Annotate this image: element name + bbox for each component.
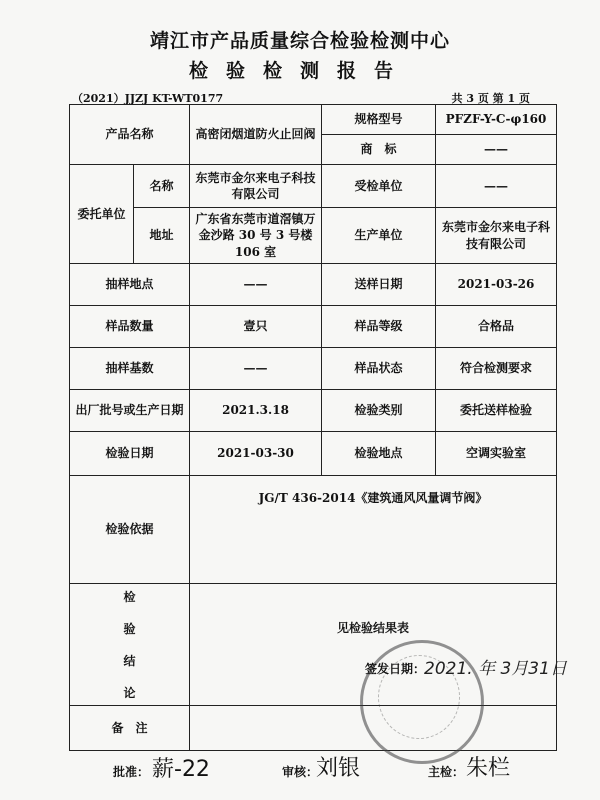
- delivery-date-label: 送样日期: [322, 264, 436, 306]
- batch-value: 2021.3.18: [190, 390, 322, 432]
- model-value: PFZF-Y-C-φ160: [436, 105, 557, 135]
- conclusion-label: [70, 584, 190, 706]
- delivery-date-value: 2021-03-26: [436, 264, 557, 306]
- report-number: （2021）JJZJ KT-WT0177: [72, 92, 224, 105]
- conclusion-char: 结: [123, 653, 136, 668]
- category-value: 委托送样检验: [436, 390, 557, 432]
- sign-date-label: 签发日期：: [365, 662, 426, 676]
- product-name-value: 高密闭烟道防火止回阀: [190, 105, 322, 165]
- conclusion-char: 验: [123, 621, 136, 636]
- model-label: 规格型号: [322, 105, 436, 135]
- grade-label: 样品等级: [322, 306, 436, 348]
- main-label: 主检：: [428, 765, 465, 779]
- client-name-value: 东莞市金尔来电子科技有限公司: [190, 165, 322, 208]
- conclusion-value: 见检验结果表: [190, 584, 557, 706]
- test-date-value: 2021-03-30: [190, 432, 322, 476]
- base-label: 抽样基数: [70, 348, 190, 390]
- sample-place-value: ——: [190, 264, 322, 306]
- client-addr-value: 广东省东莞市道滘镇万金沙路 30 号 3 号楼 106 室: [190, 208, 322, 264]
- test-place-label: 检验地点: [322, 432, 436, 476]
- state-value: 符合检测要求: [436, 348, 557, 390]
- base-value: ——: [190, 348, 322, 390]
- product-name-label: 产品名称: [70, 105, 190, 165]
- producer-label: 生产单位: [322, 208, 436, 264]
- qty-value: 壹只: [190, 306, 322, 348]
- org-name: 靖江市产品质量综合检验检测中心: [149, 30, 450, 52]
- producer-value: 东莞市金尔来电子科技有限公司: [436, 208, 557, 264]
- inspected-unit-value: ——: [436, 165, 557, 208]
- approve-label: 批准：: [113, 765, 150, 779]
- grade-value: 合格品: [436, 306, 557, 348]
- review-label: 审核：: [282, 765, 319, 779]
- client-addr-label: 地址: [134, 208, 190, 264]
- brand-label: 商 标: [322, 135, 436, 165]
- batch-label: 出厂批号或生产日期: [70, 390, 190, 432]
- page-info: 共 3 页 第 1 页: [451, 92, 530, 105]
- test-place-value: 空调实验室: [436, 432, 557, 476]
- review-signature: 刘银: [316, 756, 361, 781]
- client-name-label: 名称: [134, 165, 190, 208]
- conclusion-char: 检: [123, 589, 136, 604]
- conclusion-char: 论: [123, 685, 136, 700]
- client-label: 委托单位: [70, 165, 134, 264]
- approve-signature: 薪-22: [152, 757, 210, 782]
- qty-label: 样品数量: [70, 306, 190, 348]
- test-date-label: 检验日期: [70, 432, 190, 476]
- basis-value: JG/T 436-2014《建筑通风风量调节阀》: [190, 476, 557, 584]
- state-label: 样品状态: [322, 348, 436, 390]
- main-signature: 朱栏: [466, 756, 511, 781]
- category-label: 检验类别: [322, 390, 436, 432]
- sign-date-handwritten: 2021. 年 3月31日: [424, 659, 567, 679]
- report-title: 检验检测报告: [188, 60, 411, 82]
- sample-place-label: 抽样地点: [70, 264, 190, 306]
- brand-value: ——: [436, 135, 557, 165]
- inspected-unit-label: 受检单位: [322, 165, 436, 208]
- remark-label: 备 注: [70, 706, 190, 751]
- basis-label: 检验依据: [70, 476, 190, 584]
